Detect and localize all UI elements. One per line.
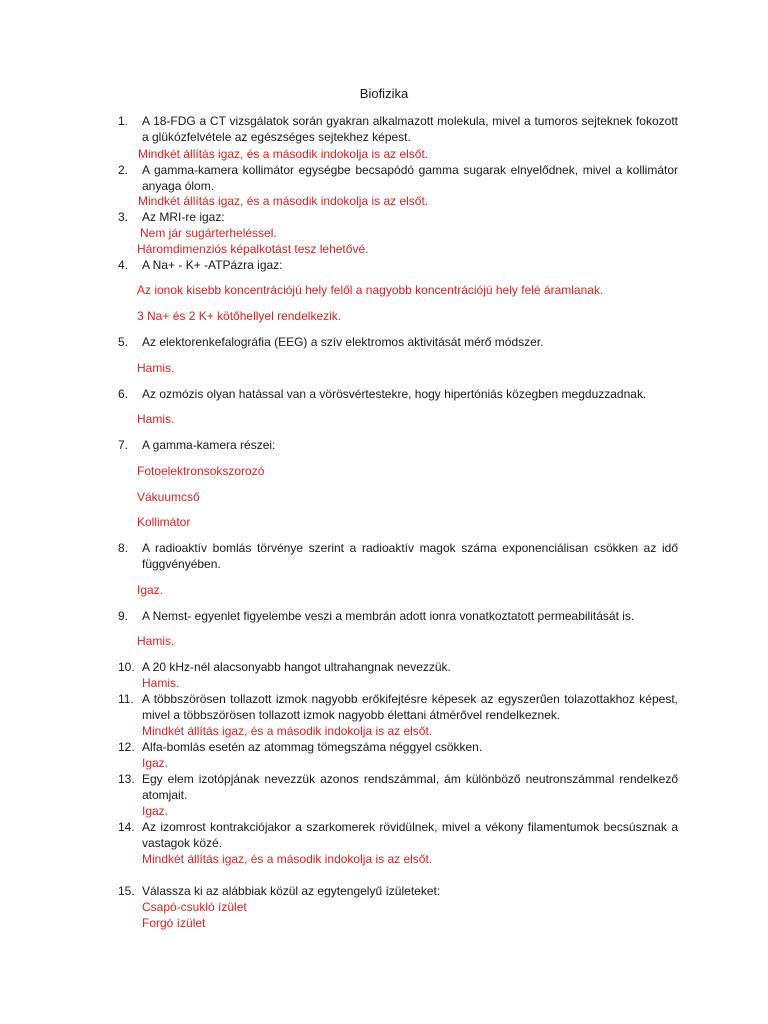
answer-text: Az ionok kisebb koncentrációjú hely felől a nagyobb koncentrációjú hely felé áramlanak.: [137, 283, 604, 297]
question-11: [118, 691, 678, 723]
question-number: 15.: [118, 884, 135, 898]
question-number: 2.: [118, 163, 129, 177]
question-number: 10.: [118, 660, 135, 674]
question-text: A radioaktív bomlás törvénye szerint a radioaktív magok száma exponenciálisan csökken az idő függvényében.: [142, 541, 678, 571]
answer-text: Vákuumcső: [137, 490, 200, 504]
question-text: Az izomrost kontrakciójakor a szarkomerek rövidülnek, mivel a vékony filamentumok becsúsznak a vastagok közé.: [142, 820, 678, 850]
question-number: 11.: [118, 692, 134, 706]
answer-text: Hamis.: [137, 412, 175, 426]
question-text: A többszörösen tollazott izmok nagyobb erőkifejtésre képesek az egyszerűen tolazottakhoz képest, mivel a többszörösen tollazott izmok nagyobb élettani átmérővel rendelkeznek.: [142, 692, 678, 722]
question-text: Válassza ki az alábbiak közül az egytengelyű ízületeket:: [142, 884, 441, 898]
question-text: Az ozmózis olyan hatással van a vörösvértestekre, hogy hipertóniás közegben megduzzadnak.: [142, 387, 647, 401]
answer-text: Háromdimenziós képalkotást tesz lehetővé.: [137, 242, 369, 256]
question-number: 14.: [118, 820, 135, 834]
question-9: [118, 608, 678, 624]
question-6: [118, 386, 678, 402]
question-number: 1.: [118, 114, 129, 128]
question-8: [118, 540, 678, 572]
question-text: Az elektorenkefalográfia (EEG) a szív elektromos aktivitását mérő módszer.: [142, 335, 544, 349]
question-15: [118, 883, 678, 899]
question-text: A 20 kHz-nél alacsonyabb hangot ultrahangnak nevezzük.: [142, 660, 451, 674]
question-text: A gamma-kamera részei:: [142, 438, 276, 452]
answer-text: Hamis.: [137, 634, 175, 648]
answer-text: Fotoelektronsokszorozó: [137, 464, 265, 478]
answer-text: Nem jár sugárterheléssel.: [140, 226, 277, 240]
question-2: [118, 162, 678, 194]
question-5: [118, 334, 678, 350]
question-text: Az MRI-re igaz:: [142, 210, 225, 224]
answer-text: Mindkét állítás igaz, és a második indokolja is az elsőt.: [142, 852, 433, 866]
question-10: [118, 659, 678, 675]
answer-text: Mindkét állítás igaz, és a második indokolja is az elsőt.: [138, 147, 429, 161]
answer-text: Mindkét állítás igaz, és a második indokolja is az elsőt.: [142, 724, 433, 738]
answer-text: 3 Na+ és 2 K+ kötőhellyel rendelkezik.: [137, 309, 342, 323]
question-3: [118, 209, 678, 225]
answer-text: Kollimátor: [137, 515, 191, 529]
question-text: A 18-FDG a CT vizsgálatok során gyakran alkalmazott molekula, mivel a tumoros sejteknek fokozott a glükózfelvétele az egészséges sejtekhez képest.: [142, 114, 678, 144]
question-4: [118, 257, 678, 273]
question-number: 3.: [118, 210, 129, 224]
question-text: Alfa-bomlás esetén az atommag tömegszáma néggyel csökken.: [142, 740, 483, 754]
answer-text: Mindkét állítás igaz, és a második indokolja is az elsőt.: [138, 194, 429, 208]
answer-text: Igaz.: [137, 583, 164, 597]
question-14: [118, 819, 678, 851]
question-12: [118, 739, 678, 755]
question-7: [118, 437, 678, 453]
question-number: 8.: [118, 541, 129, 555]
question-number: 4.: [118, 258, 129, 272]
question-text: A Nemst- egyenlet figyelembe veszi a membrán adott ionra vonatkoztatott permeabilitását is.: [142, 609, 635, 623]
answer-text: Csapó-csukló ízület: [142, 900, 247, 914]
question-1: [118, 113, 678, 145]
question-text: Egy elem izotópjának nevezzük azonos rendszámmal, ám különböző neutronszámmal rendelkező atomjait.: [142, 772, 678, 802]
question-number: 7.: [118, 438, 129, 452]
answer-text: Hamis.: [142, 676, 180, 690]
question-13: [118, 771, 678, 803]
question-number: 12.: [118, 740, 135, 754]
answer-text: Igaz.: [142, 756, 169, 770]
answer-text: Igaz.: [142, 804, 169, 818]
page-title: Biofizika: [359, 86, 409, 101]
answer-text: Forgó ízület: [142, 916, 206, 930]
question-number: 5.: [118, 335, 129, 349]
question-number: 13.: [118, 772, 135, 786]
question-number: 6.: [118, 387, 129, 401]
question-number: 9.: [118, 609, 129, 623]
answer-text: Hamis.: [137, 361, 175, 375]
question-text: A gamma-kamera kollimátor egységbe becsapódó gamma sugarak elnyelődnek, mivel a kollimátor anyaga ólom.: [142, 163, 678, 193]
question-text: A Na+ - K+ -ATPázra igaz:: [142, 258, 283, 272]
